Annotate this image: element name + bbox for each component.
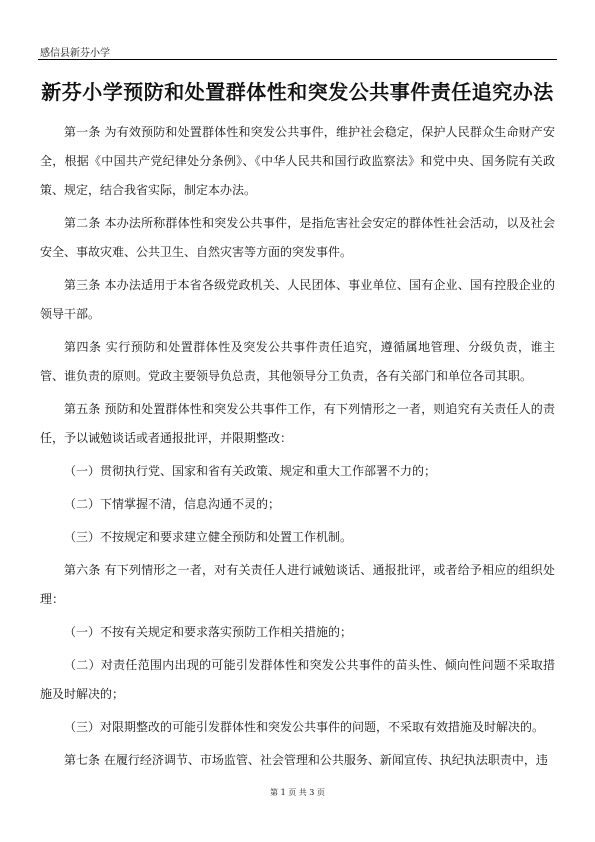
article-6: 第六条 有下列情形之一者，对有关责任人进行诫勉谈话、通报批评，或者给予相应的组织处理： xyxy=(40,563,555,606)
document-header-org: 感信县新芬小学 xyxy=(40,48,110,59)
article-2: 第二条 本办法所称群体性和突发公共事件，是指危害社会安定的群体性社会活动，以及社会安全、事故灾难、公共卫生、自然灾害等方面的突发事件。 xyxy=(40,216,555,259)
article-3: 第三条 本办法适用于本省各级党政机关、人民团体、事业单位、国有企业、国有控股企业的领导干部。 xyxy=(40,278,555,321)
article-6-item-1: （一）不按有关规定和要求落实预防工作相关措施的； xyxy=(64,625,353,639)
article-5: 第五条 预防和处置群体性和突发公共事件工作，有下列情形之一者，则追究有关责任人的责任，予以诫勉谈话或者通报批评，并限期整改： xyxy=(40,402,555,445)
article-6-item-3: （三）对限期整改的可能引发群体性和突发公共事件的问题，不采取有效措施及时解决的。 xyxy=(64,720,545,734)
article-1: 第一条 为有效预防和处置群体性和突发公共事件，维护社会稳定，保护人民群众生命财产安全，根据《中国共产党纪律处分条例》、《中华人民共和国行政监察法》和党中央、国务院有关政策、规定，结合我省实际，制定本办法。 xyxy=(40,125,555,197)
document-body xyxy=(40,118,555,782)
article-5-item-1: （一）贯彻执行党、国家和省有关政策、规定和重大工作部署不力的； xyxy=(64,464,437,478)
article-5-item-3: （三）不按规定和要求建立健全预防和处置工作机制。 xyxy=(64,530,353,544)
article-6-item-2: （二）对责任范围内出现的可能引发群体性和突发公共事件的苗头性、倾向性问题不采取措施及时解决的； xyxy=(40,658,555,701)
article-4: 第四条 实行预防和处置群体性及突发公共事件责任追究，遵循属地管理、分级负责，谁主管、谁负责的原则。党政主要领导负总责，其他领导分工负责，各有关部门和单位各司其职。 xyxy=(40,340,555,383)
page-number: 第 1 页 共 3 页 xyxy=(270,788,325,797)
document-title: 新芬小学预防和处置群体性和突发公共事件责任追究办法 xyxy=(41,80,554,104)
article-7: 第七条 在履行经济调节、市场监管、社会管理和公共服务、新闻宣传、执纪执法职责中，违 xyxy=(64,753,548,767)
header-divider xyxy=(38,59,557,60)
article-5-item-2: （二）下情掌握不清，信息沟通不灵的； xyxy=(64,497,281,511)
